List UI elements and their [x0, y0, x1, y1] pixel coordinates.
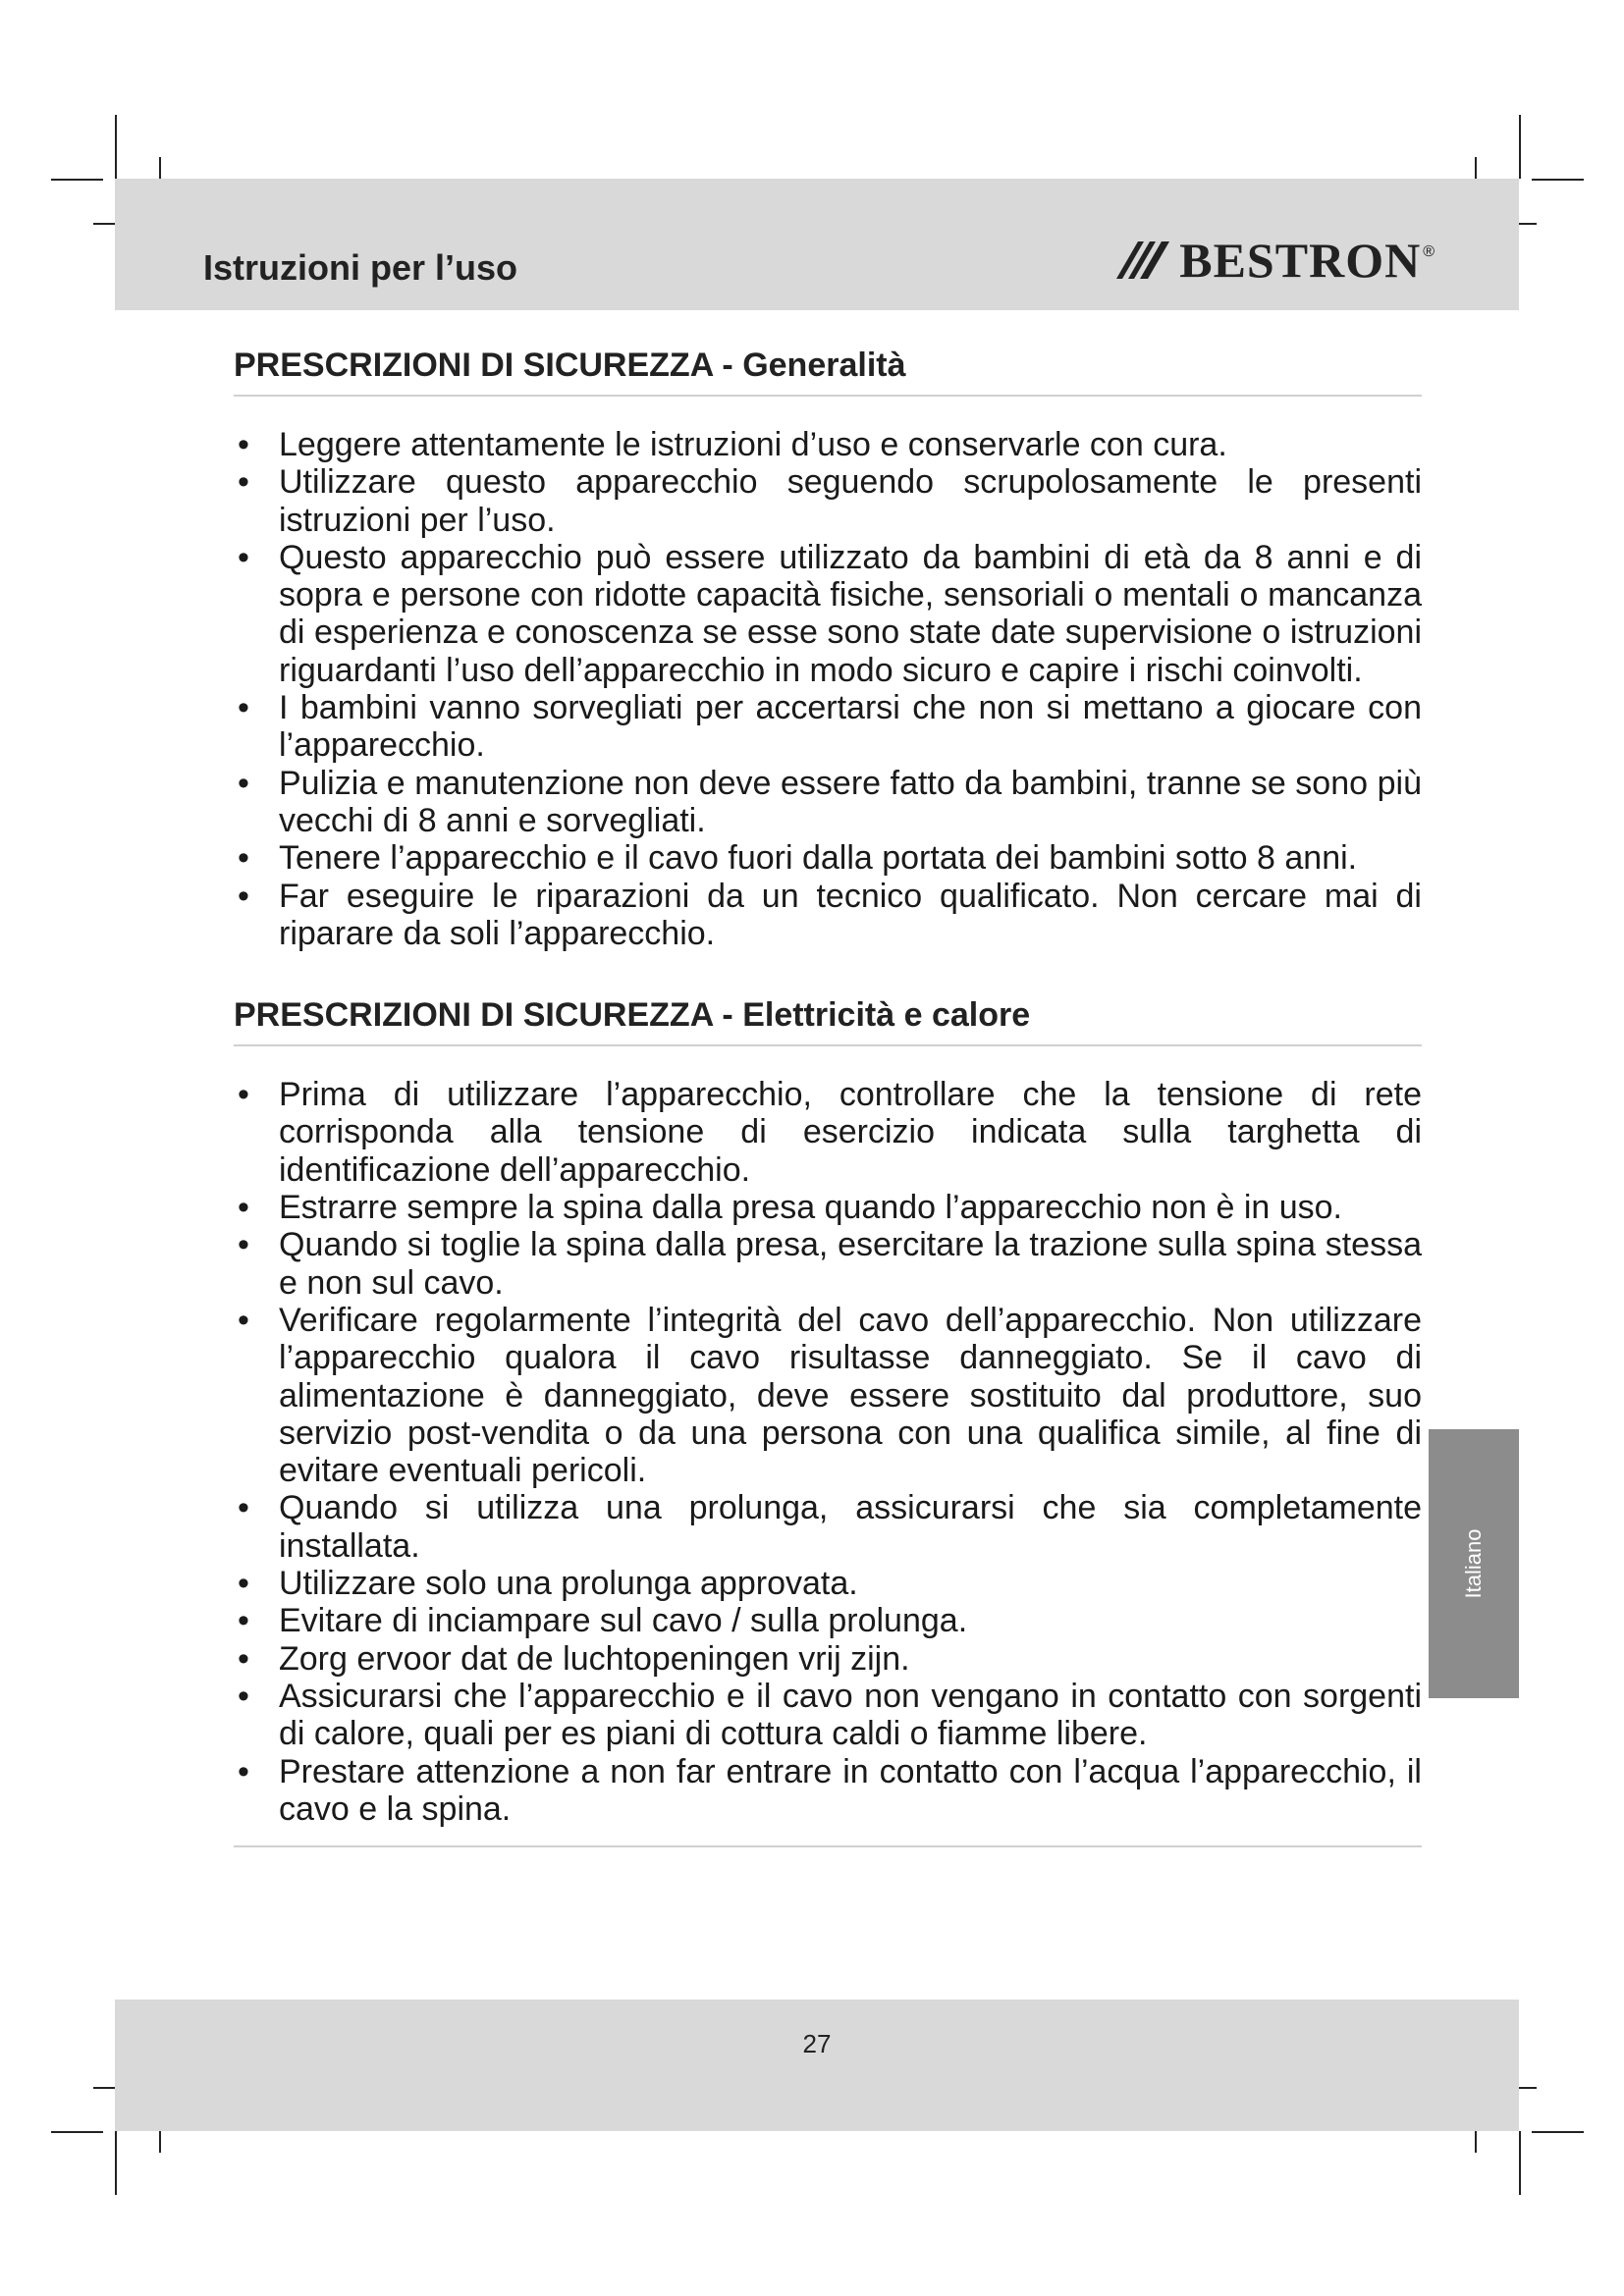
page-number: 27 — [802, 2029, 832, 2058]
section-electricity-heat — [234, 993, 1422, 1847]
list-item: • Far eseguire le riparazioni da un tecnico qualificato. Non cercare mai di riparare da soli l’apparecchio. — [234, 878, 1422, 953]
list-item: • Evitare di inciampare sul cavo / sulla prolunga. — [234, 1602, 1422, 1639]
footer-band — [115, 2000, 1519, 2131]
safety-list — [234, 1076, 1422, 1847]
list-item: • Estrarre sempre la spina dalla presa quando l’apparecchio non è in uso. — [234, 1189, 1422, 1226]
list-item: • Quando si toglie la spina dalla presa, esercitare la trazione sulla spina stessa e non sul cavo. — [234, 1226, 1422, 1302]
safety-list — [234, 426, 1422, 952]
header-title: Istruzioni per l’uso — [203, 247, 518, 288]
crop-mark — [51, 179, 103, 181]
list-item: • Zorg ervoor dat de luchtopeningen vrij zijn. — [234, 1640, 1422, 1678]
registered-mark-icon: ® — [1423, 243, 1435, 260]
list-item: • Prestare attenzione a non far entrare in contatto con l’acqua l’apparecchio, il cavo e la spina. — [234, 1753, 1422, 1829]
header-band — [115, 179, 1519, 310]
section-heading: PRESCRIZIONI DI SICUREZZA - Generalità — [234, 344, 1422, 397]
list-item: • Questo apparecchio può essere utilizzato da bambini di età da 8 anni e di sopra e persone con ridotte capacità fisiche, sensoriali o mentali o mancanza di esperienza e conoscenza se esse sono state date supervisione o istruzioni riguardanti l’uso dell’apparecchio in modo sicuro e capire i rischi coinvolti. — [234, 539, 1422, 689]
list-item: • I bambini vanno sorvegliati per accertarsi che non si mettano a giocare con l’apparecchio. — [234, 689, 1422, 765]
list-item: • Utilizzare solo una prolunga approvata. — [234, 1565, 1422, 1602]
crop-mark — [51, 2131, 103, 2133]
list-item: • Quando si utilizza una prolunga, assicurarsi che sia completamente installata. — [234, 1489, 1422, 1565]
list-item: • Prima di utilizzare l’apparecchio, controllare che la tensione di rete corrisponda alla tensione di esercizio indicata sulla targhetta di identificazione dell’apparecchio. — [234, 1076, 1422, 1189]
crop-mark — [1519, 2131, 1521, 2195]
list-item: • Leggere attentamente le istruzioni d’uso e conservarle con cura. — [234, 426, 1422, 463]
list-item: • Tenere l’apparecchio e il cavo fuori dalla portata dei bambini sotto 8 anni. — [234, 839, 1422, 877]
crop-mark — [1532, 179, 1584, 181]
brand-logo — [1114, 233, 1435, 288]
list-item: • Assicurarsi che l’apparecchio e il cavo non vengano in contatto con sorgenti di calore, quali per es piani di cottura caldi o fiamme libere. — [234, 1678, 1422, 1753]
list-item: • Pulizia e manutenzione non deve essere fatto da bambini, tranne se sono più vecchi di 8 anni e sorvegliati. — [234, 765, 1422, 840]
section-general-safety — [234, 344, 1422, 952]
brand-name: BESTRON — [1179, 233, 1422, 288]
main-content — [234, 344, 1422, 1847]
crop-mark — [1532, 2131, 1584, 2133]
section-heading: PRESCRIZIONI DI SICUREZZA - Elettricità e calore — [234, 993, 1422, 1046]
language-tab — [1429, 1429, 1519, 1698]
language-tab-label: Italiano — [1461, 1528, 1486, 1599]
crop-mark — [115, 2131, 117, 2195]
crop-mark — [115, 115, 117, 179]
bestron-chevron-icon — [1114, 238, 1173, 283]
list-item: • Verificare regolarmente l’integrità del cavo dell’apparecchio. Non utilizzare l’apparecchio qualora il cavo risultasse danneggiato. Se il cavo di alimentazione è danneggiato, deve essere sostituito dal produttore, suo servizio post-vendita o da una persona con una qualifica simile, al fine di evitare eventuali pericoli. — [234, 1302, 1422, 1489]
list-item: • Utilizzare questo apparecchio seguendo scrupolosamente le presenti istruzioni per l’uso. — [234, 463, 1422, 539]
crop-mark — [1519, 115, 1521, 179]
